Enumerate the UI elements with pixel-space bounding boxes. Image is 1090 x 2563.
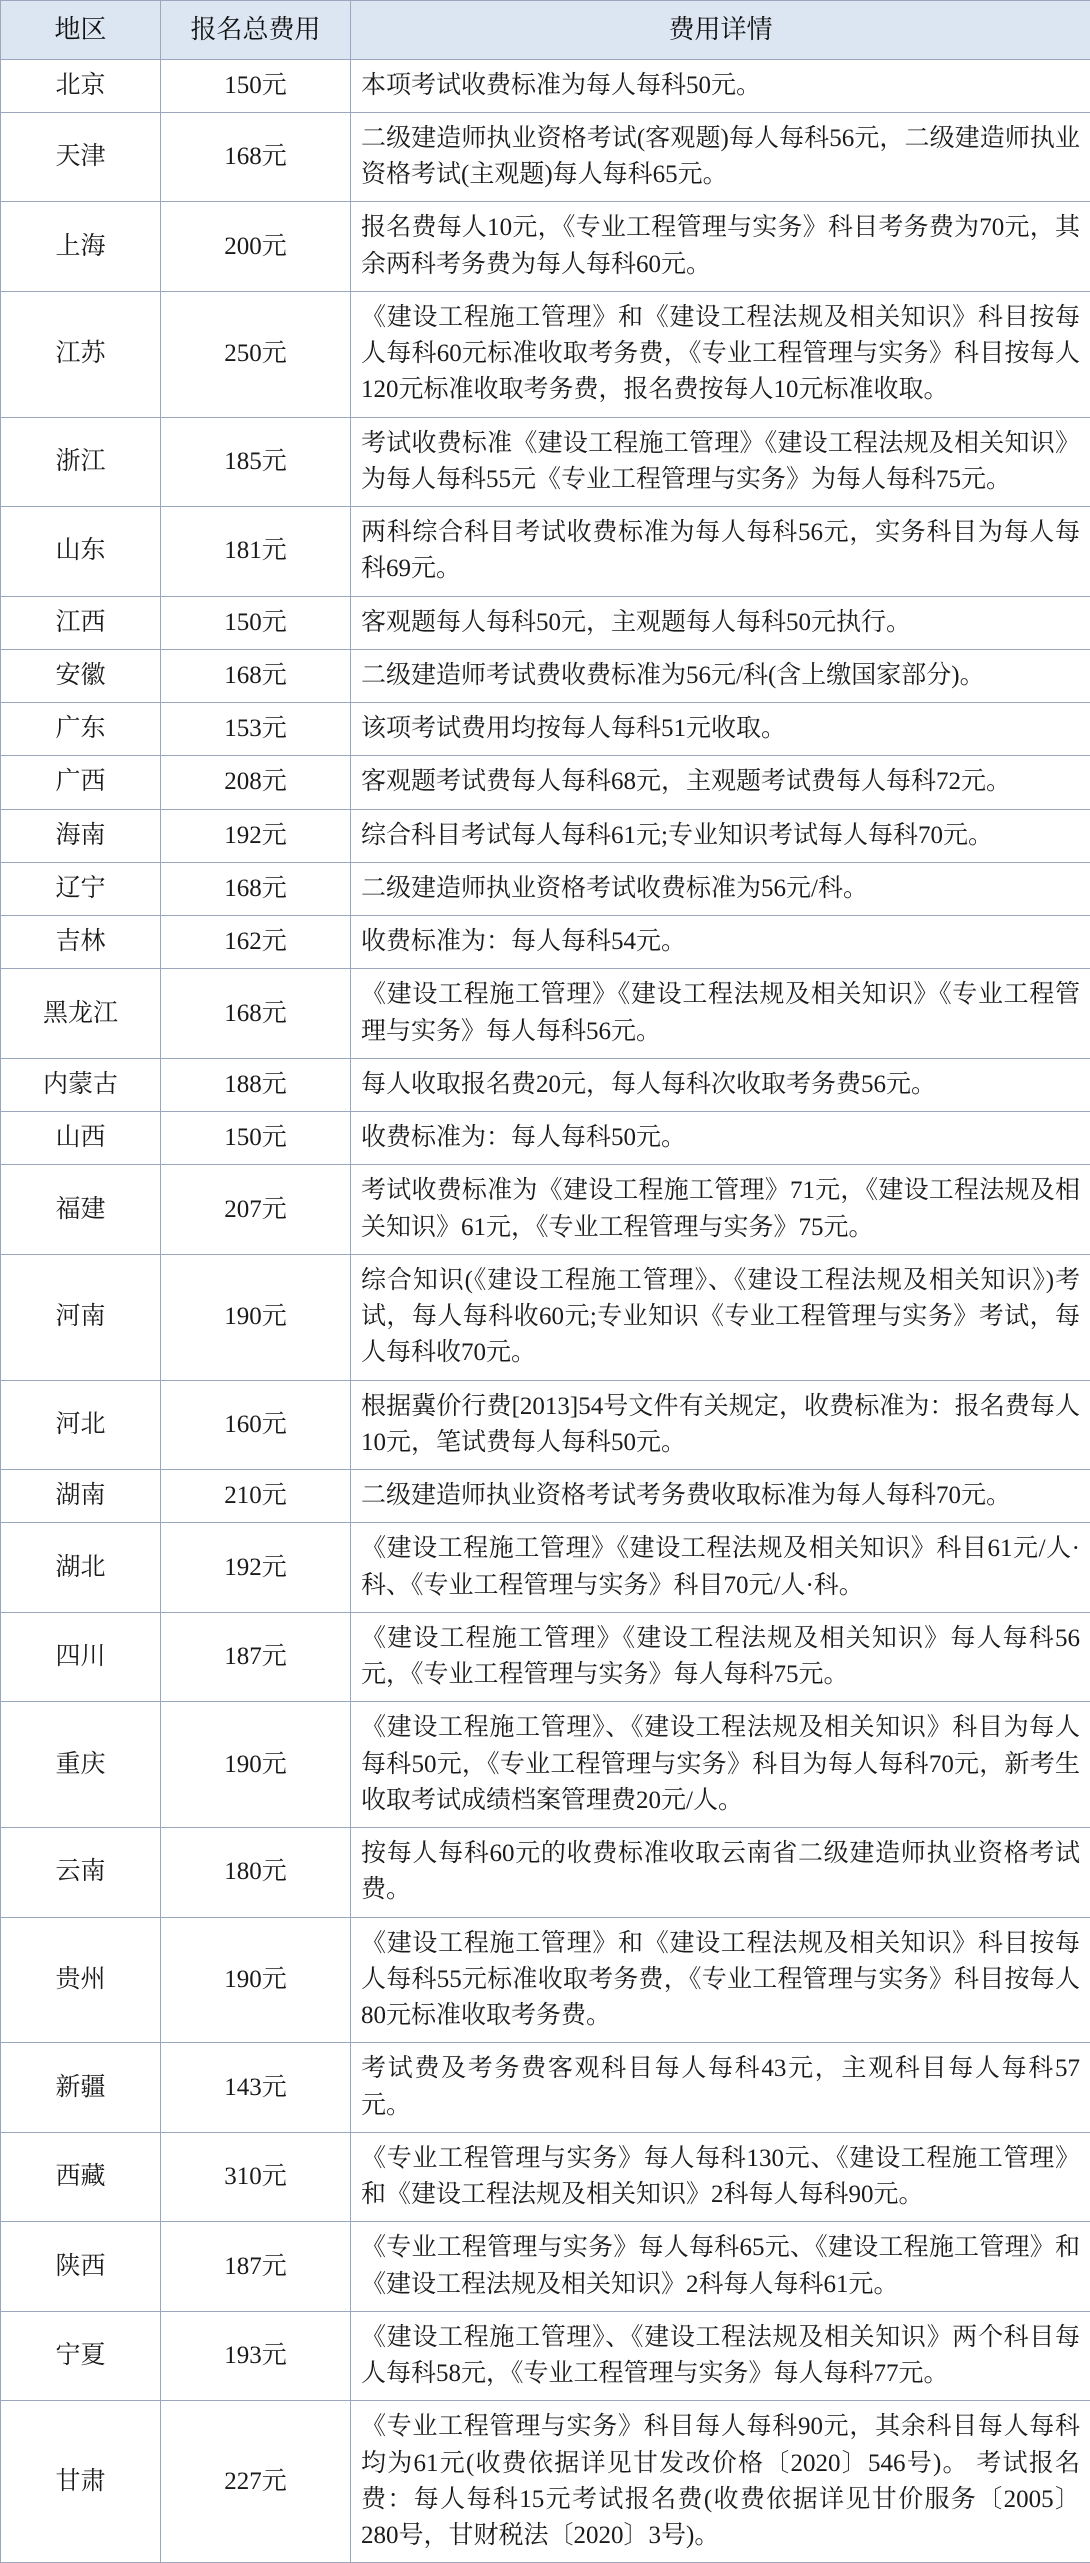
table-row xyxy=(1,507,1090,597)
cell-region: 重庆 xyxy=(1,1702,161,1828)
cell-region: 福建 xyxy=(1,1165,161,1255)
cell-region: 广东 xyxy=(1,703,161,756)
cell-total-fee: 150元 xyxy=(161,596,351,649)
cell-total-fee: 192元 xyxy=(161,1523,351,1613)
cell-region: 陕西 xyxy=(1,2222,161,2312)
cell-total-fee: 180元 xyxy=(161,1828,351,1918)
cell-fee-detail: 两科综合科目考试收费标准为每人每科56元，实务科目为每人每科69元。 xyxy=(351,507,1090,597)
table-row xyxy=(1,1058,1090,1111)
cell-total-fee: 310元 xyxy=(161,2132,351,2222)
cell-region: 甘肃 xyxy=(1,2401,161,2563)
cell-total-fee: 160元 xyxy=(161,1380,351,1470)
cell-total-fee: 210元 xyxy=(161,1470,351,1523)
cell-region: 浙江 xyxy=(1,417,161,507)
cell-region: 西藏 xyxy=(1,2132,161,2222)
cell-total-fee: 190元 xyxy=(161,1254,351,1380)
cell-total-fee: 250元 xyxy=(161,291,351,417)
table-row xyxy=(1,417,1090,507)
table-row xyxy=(1,2043,1090,2133)
cell-region: 内蒙古 xyxy=(1,1058,161,1111)
column-header-region: 地区 xyxy=(1,1,161,60)
cell-total-fee: 150元 xyxy=(161,59,351,112)
table-row xyxy=(1,1470,1090,1523)
cell-total-fee: 153元 xyxy=(161,703,351,756)
cell-fee-detail: 客观题每人每科50元，主观题每人每科50元执行。 xyxy=(351,596,1090,649)
cell-fee-detail: 按每人每科60元的收费标准收取云南省二级建造师执业资格考试费。 xyxy=(351,1828,1090,1918)
cell-region: 云南 xyxy=(1,1828,161,1918)
cell-region: 湖南 xyxy=(1,1470,161,1523)
table-body xyxy=(1,59,1090,2563)
cell-fee-detail: 二级建造师执业资格考试(客观题)每人每科56元，二级建造师执业资格考试(主观题)每人每科65元。 xyxy=(351,112,1090,202)
cell-fee-detail: 收费标准为：每人每科54元。 xyxy=(351,916,1090,969)
table-row xyxy=(1,703,1090,756)
cell-fee-detail: 二级建造师执业资格考试收费标准为56元/科。 xyxy=(351,862,1090,915)
cell-total-fee: 187元 xyxy=(161,1612,351,1702)
table-row xyxy=(1,1112,1090,1165)
cell-region: 广西 xyxy=(1,756,161,809)
cell-region: 河南 xyxy=(1,1254,161,1380)
cell-fee-detail: 《建设工程施工管理》《建设工程法规及相关知识》每人每科56元，《专业工程管理与实务》每人每科75元。 xyxy=(351,1612,1090,1702)
table-row xyxy=(1,291,1090,417)
cell-total-fee: 168元 xyxy=(161,862,351,915)
table-row xyxy=(1,649,1090,702)
cell-fee-detail: 《建设工程施工管理》《建设工程法规及相关知识》《专业工程管理与实务》每人每科56元。 xyxy=(351,969,1090,1059)
cell-fee-detail: 《建设工程施工管理》、《建设工程法规及相关知识》科目为每人每科50元，《专业工程管理与实务》科目为每人每科70元，新考生收取考试成绩档案管理费20元/人。 xyxy=(351,1702,1090,1828)
table-row xyxy=(1,112,1090,202)
table-row xyxy=(1,756,1090,809)
table-row xyxy=(1,1165,1090,1255)
cell-fee-detail: 根据冀价行费[2013]54号文件有关规定，收费标准为：报名费每人10元，笔试费每人每科50元。 xyxy=(351,1380,1090,1470)
cell-fee-detail: 《建设工程施工管理》和《建设工程法规及相关知识》科目按每人每科60元标准收取考务费，《专业工程管理与实务》科目按每人120元标准收取考务费，报名费按每人10元标准收取。 xyxy=(351,291,1090,417)
table-row xyxy=(1,1917,1090,2043)
cell-region: 北京 xyxy=(1,59,161,112)
cell-region: 江西 xyxy=(1,596,161,649)
cell-total-fee: 193元 xyxy=(161,2311,351,2401)
table-header-row xyxy=(1,1,1090,60)
cell-fee-detail: 考试收费标准《建设工程施工管理》《建设工程法规及相关知识》为每人每科55元《专业工程管理与实务》为每人每科75元。 xyxy=(351,417,1090,507)
table-row xyxy=(1,1828,1090,1918)
cell-total-fee: 188元 xyxy=(161,1058,351,1111)
cell-total-fee: 192元 xyxy=(161,809,351,862)
cell-region: 海南 xyxy=(1,809,161,862)
cell-fee-detail: 该项考试费用均按每人每科51元收取。 xyxy=(351,703,1090,756)
cell-region: 山东 xyxy=(1,507,161,597)
cell-fee-detail: 报名费每人10元，《专业工程管理与实务》科目考务费为70元，其余两科考务费为每人每科60元。 xyxy=(351,202,1090,292)
cell-fee-detail: 《建设工程施工管理》、《建设工程法规及相关知识》两个科目每人每科58元，《专业工程管理与实务》每人每科77元。 xyxy=(351,2311,1090,2401)
cell-fee-detail: 《建设工程施工管理》和《建设工程法规及相关知识》科目按每人每科55元标准收取考务费，《专业工程管理与实务》科目按每人80元标准收取考务费。 xyxy=(351,1917,1090,2043)
cell-total-fee: 185元 xyxy=(161,417,351,507)
cell-total-fee: 208元 xyxy=(161,756,351,809)
table-row xyxy=(1,202,1090,292)
cell-total-fee: 181元 xyxy=(161,507,351,597)
cell-fee-detail: 《专业工程管理与实务》每人每科65元、《建设工程施工管理》和《建设工程法规及相关知识》2科每人每科61元。 xyxy=(351,2222,1090,2312)
cell-fee-detail: 综合科目考试每人每科61元;专业知识考试每人每科70元。 xyxy=(351,809,1090,862)
table-row xyxy=(1,2401,1090,2563)
cell-region: 河北 xyxy=(1,1380,161,1470)
cell-fee-detail: 《专业工程管理与实务》每人每科130元、《建设工程施工管理》和《建设工程法规及相关知识》2科每人每科90元。 xyxy=(351,2132,1090,2222)
cell-fee-detail: 综合知识(《建设工程施工管理》、《建设工程法规及相关知识》)考试，每人每科收60元;专业知识《专业工程管理与实务》考试，每人每科收70元。 xyxy=(351,1254,1090,1380)
cell-region: 湖北 xyxy=(1,1523,161,1613)
cell-region: 上海 xyxy=(1,202,161,292)
table-row xyxy=(1,809,1090,862)
cell-region: 宁夏 xyxy=(1,2311,161,2401)
cell-fee-detail: 二级建造师考试费收费标准为56元/科(含上缴国家部分)。 xyxy=(351,649,1090,702)
cell-fee-detail: 考试收费标准为《建设工程施工管理》71元，《建设工程法规及相关知识》61元，《专业工程管理与实务》75元。 xyxy=(351,1165,1090,1255)
cell-fee-detail: 考试费及考务费客观科目每人每科43元，主观科目每人每科57元。 xyxy=(351,2043,1090,2133)
table-row xyxy=(1,862,1090,915)
table-row xyxy=(1,1523,1090,1613)
cell-total-fee: 168元 xyxy=(161,649,351,702)
table-row xyxy=(1,1254,1090,1380)
column-header-fee-detail: 费用详情 xyxy=(351,1,1090,60)
cell-region: 辽宁 xyxy=(1,862,161,915)
cell-total-fee: 190元 xyxy=(161,1702,351,1828)
table-row xyxy=(1,969,1090,1059)
cell-total-fee: 200元 xyxy=(161,202,351,292)
table-row xyxy=(1,916,1090,969)
cell-region: 安徽 xyxy=(1,649,161,702)
cell-total-fee: 143元 xyxy=(161,2043,351,2133)
cell-region: 四川 xyxy=(1,1612,161,1702)
table-row xyxy=(1,1702,1090,1828)
table-row xyxy=(1,2132,1090,2222)
cell-total-fee: 207元 xyxy=(161,1165,351,1255)
cell-total-fee: 150元 xyxy=(161,1112,351,1165)
cell-total-fee: 227元 xyxy=(161,2401,351,2563)
column-header-total-fee: 报名总费用 xyxy=(161,1,351,60)
cell-total-fee: 190元 xyxy=(161,1917,351,2043)
cell-region: 山西 xyxy=(1,1112,161,1165)
cell-fee-detail: 本项考试收费标准为每人每科50元。 xyxy=(351,59,1090,112)
table-header xyxy=(1,1,1090,60)
cell-region: 贵州 xyxy=(1,1917,161,2043)
cell-region: 吉林 xyxy=(1,916,161,969)
table-row xyxy=(1,59,1090,112)
table-row xyxy=(1,2311,1090,2401)
cell-fee-detail: 收费标准为：每人每科50元。 xyxy=(351,1112,1090,1165)
cell-total-fee: 168元 xyxy=(161,112,351,202)
cell-fee-detail: 《建设工程施工管理》《建设工程法规及相关知识》科目61元/人·科、《专业工程管理与实务》科目70元/人·科。 xyxy=(351,1523,1090,1613)
cell-total-fee: 162元 xyxy=(161,916,351,969)
cell-region: 新疆 xyxy=(1,2043,161,2133)
cell-total-fee: 168元 xyxy=(161,969,351,1059)
table-row xyxy=(1,596,1090,649)
table-row xyxy=(1,1380,1090,1470)
cell-region: 天津 xyxy=(1,112,161,202)
cell-fee-detail: 每人收取报名费20元，每人每科次收取考务费56元。 xyxy=(351,1058,1090,1111)
cell-fee-detail: 《专业工程管理与实务》科目每人每科90元，其余科目每人每科均为61元(收费依据详见甘发改价格〔2020〕546号)。 考试报名费：每人每科15元考试报名费(收费依据详见甘价服务〔2005〕280号，甘财税法〔2020〕3号)。 xyxy=(351,2401,1090,2563)
cell-region: 黑龙江 xyxy=(1,969,161,1059)
cell-region: 江苏 xyxy=(1,291,161,417)
cell-fee-detail: 二级建造师执业资格考试考务费收取标准为每人每科70元。 xyxy=(351,1470,1090,1523)
cell-fee-detail: 客观题考试费每人每科68元，主观题考试费每人每科72元。 xyxy=(351,756,1090,809)
cell-total-fee: 187元 xyxy=(161,2222,351,2312)
table-row xyxy=(1,2222,1090,2312)
table-row xyxy=(1,1612,1090,1702)
